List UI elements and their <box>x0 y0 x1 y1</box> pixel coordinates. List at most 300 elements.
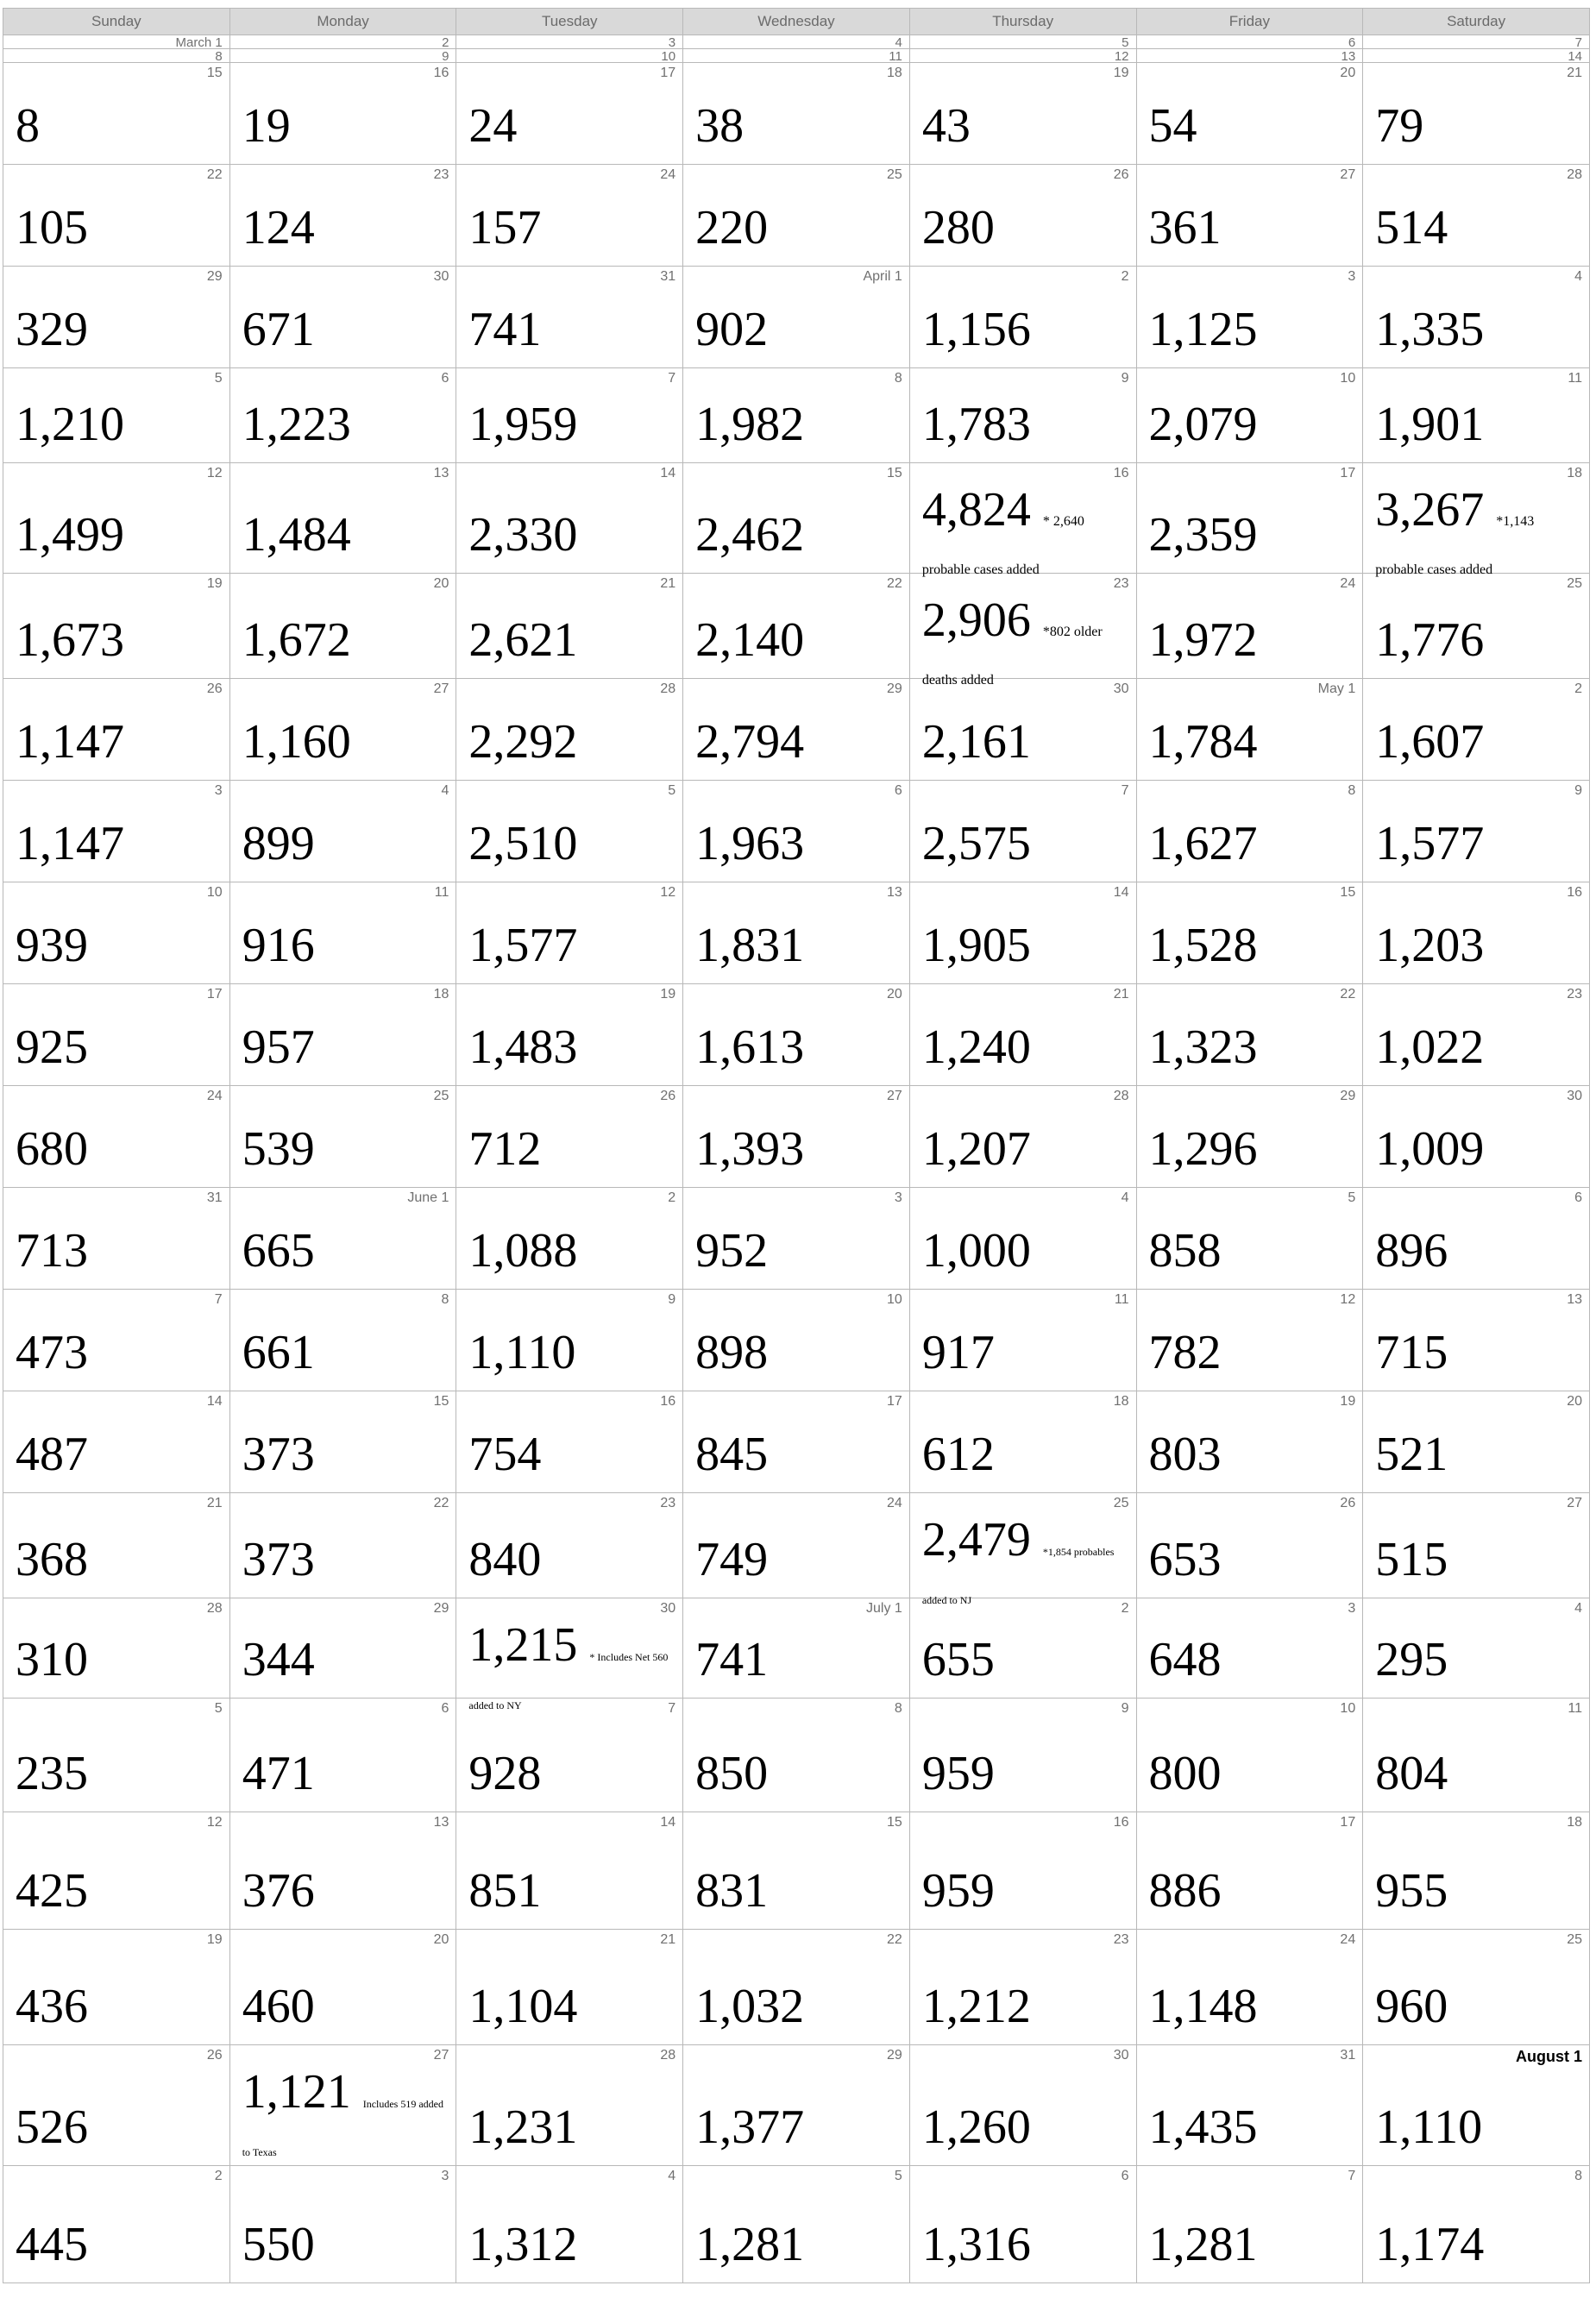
daily-count: 661 <box>242 1326 315 1379</box>
day-number: 10 <box>1340 1701 1356 1716</box>
weekday-header-friday: Friday <box>1136 9 1363 35</box>
day-number: 18 <box>887 66 902 80</box>
daily-count-with-note <box>921 483 1131 582</box>
day-number: 17 <box>1340 466 1356 480</box>
day-cell <box>1363 781 1590 882</box>
day-cell <box>3 63 230 165</box>
daily-count: 1,240 <box>921 1020 1031 1074</box>
week-row <box>3 2166 1590 2283</box>
daily-count: 1,160 <box>242 715 351 769</box>
weekday-header-thursday: Thursday <box>909 9 1136 35</box>
day-cell <box>456 1812 683 1930</box>
day-cell <box>456 1493 683 1598</box>
daily-count: 851 <box>468 1864 542 1918</box>
daily-count: 425 <box>16 1864 88 1918</box>
daily-count: 54 <box>1148 99 1197 153</box>
day-number: 23 <box>1113 576 1129 591</box>
daily-count: 1,963 <box>695 817 805 870</box>
day-number: 8 <box>441 1292 449 1307</box>
weekday-header-sunday: Sunday <box>3 9 230 35</box>
daily-count: 376 <box>242 1864 315 1918</box>
day-number: 13 <box>433 466 449 480</box>
daily-count: 19 <box>242 99 291 153</box>
calendar-body <box>3 35 1590 2283</box>
daily-count: 741 <box>468 303 542 356</box>
day-cell <box>456 781 683 882</box>
daily-count: 2,140 <box>695 613 805 667</box>
daily-count: 896 <box>1375 1224 1448 1278</box>
day-number: 18 <box>433 987 449 1002</box>
day-number: 30 <box>1113 681 1129 696</box>
day-cell <box>909 165 1136 267</box>
daily-count: 539 <box>242 1122 315 1176</box>
day-cell <box>229 1086 456 1188</box>
daily-count: 4,824 <box>921 483 1043 537</box>
daily-count: 2,906 <box>921 593 1043 647</box>
day-number: March 1 <box>175 35 223 50</box>
daily-count: 653 <box>1148 1533 1222 1586</box>
daily-count: 1,022 <box>1375 1020 1485 1074</box>
daily-count: 612 <box>921 1428 995 1481</box>
daily-count: 2,479 <box>921 1513 1043 1567</box>
week-row <box>3 1598 1590 1699</box>
day-cell <box>909 1598 1136 1699</box>
day-cell <box>1363 1290 1590 1391</box>
day-cell <box>909 1086 1136 1188</box>
day-cell <box>3 1391 230 1493</box>
day-number: 20 <box>433 576 449 591</box>
day-cell <box>909 2045 1136 2166</box>
day-cell <box>3 165 230 267</box>
daily-count: 850 <box>695 1747 769 1800</box>
daily-count: 955 <box>1375 1864 1448 1918</box>
day-number: 23 <box>1113 1932 1129 1947</box>
day-cell <box>3 1598 230 1699</box>
daily-count: 1,335 <box>1375 303 1485 356</box>
daily-count: 24 <box>468 99 518 153</box>
day-cell <box>1363 165 1590 267</box>
day-number: 22 <box>1340 987 1356 1002</box>
week-row <box>3 368 1590 463</box>
count-note: Includes 519 added to Texas <box>242 2098 444 2158</box>
day-number: 30 <box>660 1601 676 1616</box>
day-cell <box>683 1493 910 1598</box>
day-number: July 1 <box>866 1601 902 1616</box>
day-number: 8 <box>215 49 223 64</box>
day-number: 2 <box>1121 269 1129 284</box>
day-cell <box>683 2166 910 2283</box>
daily-count: 1,212 <box>921 1980 1031 2033</box>
daily-count: 1,393 <box>695 1122 805 1176</box>
daily-count: 1,125 <box>1148 303 1258 356</box>
week-row <box>3 2045 1590 2166</box>
day-number: 7 <box>1348 2169 1356 2183</box>
day-number: 17 <box>1340 1815 1356 1830</box>
day-number: 25 <box>1567 1932 1582 1947</box>
day-cell <box>909 679 1136 781</box>
day-number: 18 <box>1113 1394 1129 1409</box>
daily-count: 749 <box>695 1533 769 1586</box>
daily-count: 1,784 <box>1148 715 1258 769</box>
day-number: 24 <box>1340 1932 1356 1947</box>
day-cell <box>1136 882 1363 984</box>
week-row <box>3 1699 1590 1812</box>
day-number: 22 <box>206 167 223 182</box>
daily-count: 713 <box>16 1224 88 1278</box>
day-number: 10 <box>1340 371 1356 386</box>
day-cell <box>909 1699 1136 1812</box>
daily-count: 1,607 <box>1375 715 1485 769</box>
daily-count: 2,621 <box>468 613 578 667</box>
day-cell <box>229 1598 456 1699</box>
daily-count: 368 <box>16 1533 88 1586</box>
count-note: *802 older deaths added <box>921 625 1103 688</box>
day-cell <box>1363 1493 1590 1598</box>
day-cell <box>1363 574 1590 679</box>
day-cell <box>456 1086 683 1188</box>
day-cell <box>1363 1086 1590 1188</box>
day-number: 16 <box>433 66 449 80</box>
day-cell <box>1136 781 1363 882</box>
daily-count: 648 <box>1148 1633 1222 1686</box>
daily-count: 803 <box>1148 1428 1222 1481</box>
day-number: 27 <box>1567 1496 1582 1510</box>
day-number: 11 <box>1568 371 1582 386</box>
day-cell <box>1136 1699 1363 1812</box>
week-row <box>3 1290 1590 1391</box>
day-number: 21 <box>206 1496 223 1510</box>
day-cell <box>909 781 1136 882</box>
day-cell <box>456 574 683 679</box>
day-number: 25 <box>1113 1496 1129 1510</box>
week-row <box>3 267 1590 368</box>
daily-count: 1,484 <box>242 508 351 562</box>
day-cell <box>683 1699 910 1812</box>
day-number: 19 <box>660 987 676 1002</box>
daily-count: 959 <box>921 1864 995 1918</box>
day-cell <box>683 463 910 574</box>
day-cell <box>683 1391 910 1493</box>
day-cell <box>909 1391 1136 1493</box>
day-number: 17 <box>206 987 223 1002</box>
day-cell <box>456 1699 683 1812</box>
day-number: 24 <box>1340 576 1356 591</box>
day-number: 21 <box>660 576 676 591</box>
day-cell <box>3 1188 230 1290</box>
day-number: 20 <box>433 1932 449 1947</box>
daily-count: 1,147 <box>16 715 124 769</box>
daily-count: 800 <box>1148 1747 1222 1800</box>
day-cell <box>683 1290 910 1391</box>
day-number: 27 <box>433 2048 449 2063</box>
day-cell <box>1363 1812 1590 1930</box>
daily-count: 2,462 <box>695 508 805 562</box>
daily-count: 487 <box>16 1428 88 1481</box>
day-cell <box>683 882 910 984</box>
day-number: 6 <box>1348 35 1356 50</box>
daily-count: 329 <box>16 303 88 356</box>
daily-count: 960 <box>1375 1980 1448 2033</box>
daily-count: 344 <box>242 1633 315 1686</box>
day-number: 31 <box>1340 2048 1356 2063</box>
daily-count: 105 <box>16 201 88 254</box>
daily-count: 1,672 <box>242 613 351 667</box>
daily-count: 2,161 <box>921 715 1031 769</box>
day-number: 16 <box>660 1394 676 1409</box>
day-number: 21 <box>660 1932 676 1947</box>
day-number: 21 <box>1567 66 1582 80</box>
daily-count: 1,312 <box>468 2218 578 2271</box>
day-cell <box>683 781 910 882</box>
day-cell <box>1136 1598 1363 1699</box>
day-number: 29 <box>433 1601 449 1616</box>
day-cell <box>1136 1188 1363 1290</box>
day-cell <box>1363 2045 1590 2166</box>
weekday-header-monday: Monday <box>229 9 456 35</box>
day-cell <box>3 574 230 679</box>
week-row <box>3 679 1590 781</box>
day-number: 16 <box>1113 1815 1129 1830</box>
day-cell <box>1363 882 1590 984</box>
day-number: 25 <box>433 1089 449 1103</box>
day-cell <box>456 1598 683 1711</box>
day-number: 8 <box>894 1701 902 1716</box>
day-number: 15 <box>206 66 223 80</box>
day-number: 30 <box>1113 2048 1129 2063</box>
day-cell <box>456 1188 683 1290</box>
count-note: * 2,640 probable cases added <box>921 514 1084 577</box>
day-cell <box>3 267 230 368</box>
day-cell <box>909 63 1136 165</box>
daily-count: 671 <box>242 303 315 356</box>
day-number: 23 <box>433 167 449 182</box>
day-cell <box>456 1290 683 1391</box>
day-number: 14 <box>660 1815 676 1830</box>
day-cell <box>3 1699 230 1812</box>
day-number: 25 <box>887 167 902 182</box>
daily-count-with-note <box>1375 483 1584 582</box>
day-cell <box>1363 267 1590 368</box>
day-number: 22 <box>887 1932 902 1947</box>
day-cell <box>1136 165 1363 267</box>
daily-count: 1,231 <box>468 2100 578 2154</box>
day-cell <box>229 267 456 368</box>
daily-count: 957 <box>242 1020 315 1074</box>
day-number: 30 <box>433 269 449 284</box>
daily-count: 1,121 <box>242 2065 363 2119</box>
daily-count: 157 <box>468 201 542 254</box>
day-cell <box>1363 1930 1590 2045</box>
day-cell <box>229 49 456 63</box>
day-cell <box>1136 63 1363 165</box>
daily-count: 550 <box>242 2218 315 2271</box>
day-cell <box>229 35 456 49</box>
daily-count: 1,032 <box>695 1980 805 2033</box>
day-cell <box>1136 679 1363 781</box>
daily-count: 1,223 <box>242 398 351 451</box>
day-number: 12 <box>206 1815 223 1830</box>
day-number: 6 <box>1121 2169 1129 2183</box>
week-row <box>3 1391 1590 1493</box>
daily-count: 310 <box>16 1633 88 1686</box>
day-number: 31 <box>206 1190 223 1205</box>
day-cell <box>1136 35 1363 49</box>
day-cell <box>909 1290 1136 1391</box>
daily-count: 1,905 <box>921 919 1031 972</box>
day-number: 13 <box>1341 49 1356 64</box>
day-cell <box>1136 368 1363 463</box>
day-cell <box>683 368 910 463</box>
day-number: 24 <box>887 1496 902 1510</box>
daily-count: 1,215 <box>468 1618 590 1672</box>
daily-count: 521 <box>1375 1428 1448 1481</box>
day-cell <box>229 781 456 882</box>
daily-count: 1,627 <box>1148 817 1258 870</box>
day-number: 29 <box>887 2048 902 2063</box>
weekday-header-saturday: Saturday <box>1363 9 1590 35</box>
daily-count: 1,296 <box>1148 1122 1258 1176</box>
daily-count: 1,156 <box>921 303 1031 356</box>
daily-count: 680 <box>16 1122 88 1176</box>
day-number: 5 <box>894 2169 902 2183</box>
day-number: 2 <box>214 2169 223 2183</box>
daily-count: 952 <box>695 1224 769 1278</box>
week-row <box>3 1812 1590 1930</box>
daily-count: 2,292 <box>468 715 578 769</box>
daily-count: 782 <box>1148 1326 1222 1379</box>
day-cell <box>229 1699 456 1812</box>
day-number: 6 <box>441 1701 449 1716</box>
day-cell <box>3 1086 230 1188</box>
day-cell <box>683 267 910 368</box>
day-cell <box>1363 2166 1590 2283</box>
day-number: 9 <box>1121 371 1129 386</box>
day-cell <box>909 1188 1136 1290</box>
daily-count: 471 <box>242 1747 315 1800</box>
date-only-row <box>3 35 1590 49</box>
day-number: 3 <box>894 1190 902 1205</box>
daily-count: 1,088 <box>468 1224 578 1278</box>
day-cell <box>1136 1812 1363 1930</box>
day-number: 2 <box>442 35 449 50</box>
day-cell <box>456 1930 683 2045</box>
daily-count: 741 <box>695 1633 769 1686</box>
weekday-header-tuesday: Tuesday <box>456 9 683 35</box>
day-number: 4 <box>441 783 449 798</box>
day-number: 9 <box>442 49 449 64</box>
day-number: 19 <box>206 1932 223 1947</box>
day-number: 24 <box>206 1089 223 1103</box>
week-row <box>3 574 1590 679</box>
daily-count: 928 <box>468 1747 542 1800</box>
day-number: 15 <box>433 1394 449 1409</box>
daily-count: 460 <box>242 1980 315 2033</box>
day-number: 8 <box>1348 783 1356 798</box>
day-cell <box>1136 49 1363 63</box>
day-number: 10 <box>887 1292 902 1307</box>
daily-count: 280 <box>921 201 995 254</box>
daily-count: 2,510 <box>468 817 578 870</box>
day-number: 3 <box>668 35 676 50</box>
day-cell <box>909 1930 1136 2045</box>
daily-count: 1,982 <box>695 398 805 451</box>
daily-count: 1,210 <box>16 398 124 451</box>
day-number: 5 <box>214 371 223 386</box>
day-cell <box>683 49 910 63</box>
day-cell <box>1363 49 1590 63</box>
day-number: 22 <box>887 576 902 591</box>
count-note: * Includes Net 560 added to NY <box>468 1651 669 1711</box>
day-cell <box>3 49 230 63</box>
day-cell <box>683 574 910 679</box>
day-number: 7 <box>214 1292 223 1307</box>
day-cell <box>909 368 1136 463</box>
day-cell <box>229 368 456 463</box>
week-row <box>3 882 1590 984</box>
day-number: 2 <box>1121 1601 1129 1616</box>
daily-count: 1,783 <box>921 398 1031 451</box>
day-cell <box>909 882 1136 984</box>
day-cell <box>1363 463 1590 577</box>
daily-count: 473 <box>16 1326 88 1379</box>
day-cell <box>456 165 683 267</box>
day-number: 13 <box>1567 1292 1582 1307</box>
daily-count: 1,104 <box>468 1980 578 2033</box>
day-number: 7 <box>668 371 676 386</box>
daily-count: 899 <box>242 817 315 870</box>
day-cell <box>683 1188 910 1290</box>
daily-count: 1,323 <box>1148 1020 1258 1074</box>
daily-count: 858 <box>1148 1224 1222 1278</box>
daily-count: 1,831 <box>695 919 805 972</box>
day-cell <box>456 35 683 49</box>
day-number: 8 <box>894 371 902 386</box>
daily-count-with-note <box>242 2065 451 2164</box>
day-cell <box>1363 63 1590 165</box>
daily-count: 1,776 <box>1375 613 1485 667</box>
daily-count: 1,174 <box>1375 2218 1485 2271</box>
daily-count: 8 <box>16 99 40 153</box>
day-cell <box>229 574 456 679</box>
day-cell <box>229 1493 456 1598</box>
daily-count: 655 <box>921 1633 995 1686</box>
daily-count: 1,499 <box>16 508 124 562</box>
day-number: 24 <box>660 167 676 182</box>
day-cell <box>1363 1598 1590 1699</box>
daily-count: 373 <box>242 1428 315 1481</box>
day-cell <box>3 463 230 574</box>
day-cell <box>909 574 1136 688</box>
day-cell <box>229 1188 456 1290</box>
week-row <box>3 463 1590 574</box>
day-number: 11 <box>1114 1292 1129 1307</box>
day-number: 11 <box>1568 1701 1582 1716</box>
daily-count: 2,794 <box>695 715 805 769</box>
day-number: 19 <box>1113 66 1129 80</box>
daily-count: 1,148 <box>1148 1980 1258 2033</box>
day-cell <box>456 882 683 984</box>
day-cell <box>909 984 1136 1086</box>
week-row <box>3 1086 1590 1188</box>
count-note: *1,143 probable cases added <box>1375 514 1535 577</box>
daily-count: 1,613 <box>695 1020 805 1074</box>
day-number: 14 <box>1568 49 1582 64</box>
daily-count: 1,260 <box>921 2100 1031 2154</box>
week-row <box>3 1188 1590 1290</box>
day-cell <box>229 1391 456 1493</box>
daily-count: 1,577 <box>1375 817 1485 870</box>
day-cell <box>229 463 456 574</box>
